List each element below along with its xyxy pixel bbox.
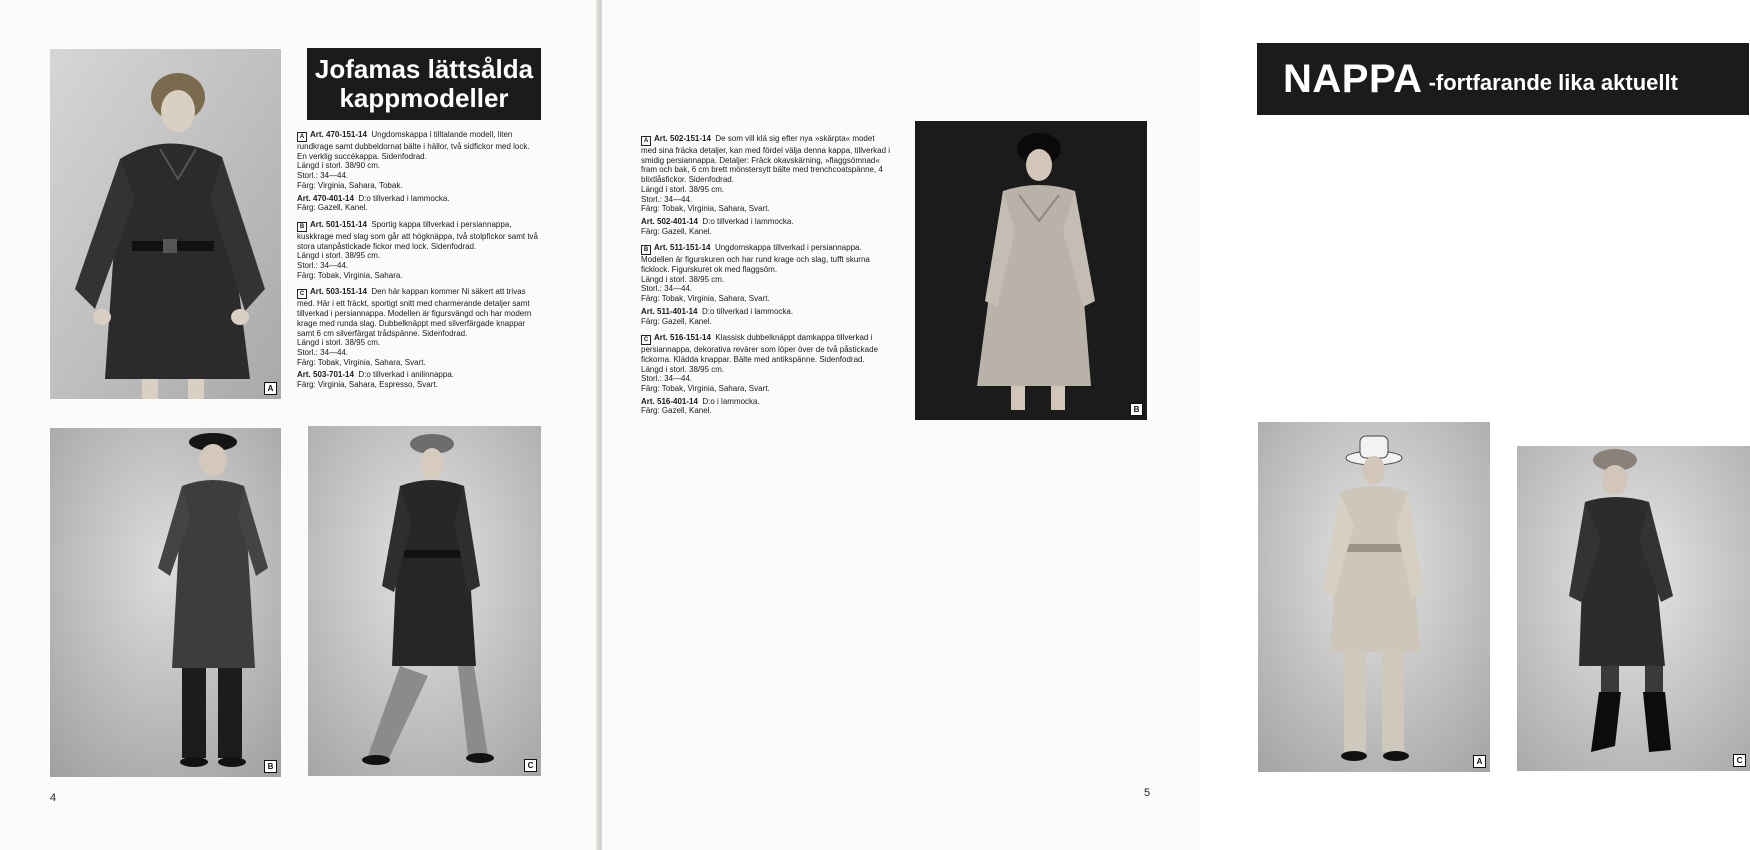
product-descriptions-left xyxy=(297,130,541,397)
entry-left-b xyxy=(297,220,541,281)
photo-label-b: B xyxy=(264,760,277,773)
art-sizes: Storl.: 34—44. xyxy=(297,261,349,271)
sub-art-number: Art. 502-401-14 xyxy=(641,216,698,226)
sub-art-number: Art. 511-401-14 xyxy=(641,306,698,316)
art-sizes: Storl.: 34—44. xyxy=(297,171,349,181)
sub-art-description: D:o tillverkad i lammocka. xyxy=(358,193,450,203)
photo-model-leather-coat-boots xyxy=(1517,446,1750,771)
art-sizes: Storl.: 34—44. xyxy=(641,194,693,204)
photo-model-trench-white-hat xyxy=(1258,422,1490,772)
art-description: Den här kappan kommer Ni säkert att trivas med. Här i ett fräckt, sportigt snitt med charmerande detaljer samt tillverkad i persiannappa. Modellen är figursvängd och har modern krage med runda slag. Dubbelknäppt med silverfärgade knappar samt 6 cm silverfärgat trådspänne. Sidenfodrad. xyxy=(297,287,532,338)
art-description: Ungdomskappa tillverkad i persiannappa. Modellen är figurskuren och har rund krage och slag, tufft skurna ficklock. Figurskuret ok med flaggsöm. xyxy=(641,243,870,275)
page-number-left: 4 xyxy=(50,792,57,804)
page-number-right: 5 xyxy=(1144,787,1151,799)
art-length: Längd i storl. 38/95 cm. xyxy=(641,364,725,374)
left-page xyxy=(0,0,598,850)
title-line-1: Jofamas lättsålda xyxy=(314,54,534,84)
sub-art-description: D:o tillverkad i anilinnappa. xyxy=(358,370,454,380)
entry-right-c xyxy=(641,333,891,416)
art-description: Sportig kappa tillverkad i persiannappa, kuskkrage med slag som går att högknäppa, två stolpfickor samt två stora utanpåstickade fickor med lock. Sidenfodrad. xyxy=(297,219,539,251)
art-description: Ungdomskappa i tilltalande modell, liten rundkrage samt dubbeldornat bälte i hällor, två sidfickor med lock. En verklig succékappa. Sidenfodrad. xyxy=(297,130,530,161)
art-number: Art. 503-151-14 xyxy=(310,287,367,297)
title-nappa: NAPPA xyxy=(1283,56,1423,101)
title-line-2: kappmodeller xyxy=(339,83,509,113)
photo-label-c-right: C xyxy=(1733,754,1746,767)
photo-label-c: C xyxy=(524,759,537,772)
sub-art-colors: Färg: Gazell, Kanel. xyxy=(297,203,368,213)
art-number: Art. 502-151-14 xyxy=(654,134,711,143)
art-number: Art. 501-151-14 xyxy=(310,219,367,229)
product-descriptions-right xyxy=(641,134,891,423)
photo-label-a: A xyxy=(264,382,277,395)
art-colors: Färg: Tobak, Virginia, Sahara. xyxy=(297,270,403,280)
title-subtitle: -fortfarande lika aktuellt xyxy=(1428,70,1678,95)
art-description: Klassisk dubbelknäppt damkappa tillverkad i persiannappa, dekorativa revärer som löper över de två påstickade fickorna. Klädda knappar. Bälte med antikspänne. Sidenfodrad. xyxy=(641,333,879,364)
entry-box-b: B xyxy=(297,222,307,232)
right-page xyxy=(602,0,1743,850)
art-length: Längd i storl. 38/90 cm. xyxy=(297,161,381,171)
entry-right-b xyxy=(641,243,891,326)
sub-art-description: D:o i lammocka. xyxy=(702,396,760,406)
entry-box-b: B xyxy=(641,245,651,255)
sub-art-colors: Färg: Gazell, Kanel. xyxy=(641,316,712,326)
sub-art-colors: Färg: Gazell, Kanel. xyxy=(641,226,712,236)
art-sizes: Storl.: 34—44. xyxy=(641,284,693,294)
photo-label-a-right: A xyxy=(1473,755,1486,768)
art-number: Art. 470-151-14 xyxy=(310,130,367,139)
entry-left-a xyxy=(297,130,541,213)
sub-art-number: Art. 470-401-14 xyxy=(297,193,354,203)
entry-left-c xyxy=(297,287,541,389)
art-colors: Färg: Tobak, Virginia, Sahara, Svart. xyxy=(297,357,426,367)
page-title-right xyxy=(1257,43,1749,115)
art-length: Längd i storl. 38/95 cm. xyxy=(641,274,725,284)
art-number: Art. 511-151-14 xyxy=(654,243,711,253)
photo-model-light-coat-dark-bg xyxy=(915,121,1147,420)
sub-art-colors: Färg: Virginia, Sahara, Espresso, Svart. xyxy=(297,380,438,390)
photo-label-b-right: B xyxy=(1130,403,1143,416)
photo-model-double-breasted-coat xyxy=(50,428,281,777)
entry-right-a xyxy=(641,134,891,236)
sub-art-description: D:o tillverkad i lammocka. xyxy=(702,216,794,226)
entry-box-a: A xyxy=(641,136,651,146)
sub-art-description: D:o tillverkad i lammocka. xyxy=(701,306,794,316)
photo-model-belted-trench-cap xyxy=(308,426,541,776)
art-number: Art. 516-151-14 xyxy=(654,333,711,343)
art-colors: Färg: Tobak, Virginia, Sahara, Svart. xyxy=(641,384,770,394)
photo-model-leather-coat-belted xyxy=(50,49,281,399)
art-description: De som vill klä sig efter nya »skärpta« modet med sina fräcka detaljer, kan med fördel välja denna kappa, tillverkad i smidig persiannappa. Detaljer: Fräck okavskärning, »flaggsömnad« fram och bak, 6 cm brett mönstersytt bälte med trenchcoatspänne, 4 blixtlåsfickor. Sidenfodrad. xyxy=(641,134,891,185)
art-colors: Färg: Virginia, Sahara, Tobak. xyxy=(297,180,403,190)
art-sizes: Storl.: 34—44. xyxy=(297,347,349,357)
art-length: Längd i storl. 38/95 cm. xyxy=(297,251,381,261)
art-colors: Färg: Tobak, Virginia, Sahara, Svart. xyxy=(641,294,770,304)
art-length: Längd i storl. 38/95 cm. xyxy=(641,184,725,194)
sub-art-number: Art. 516-401-14 xyxy=(641,396,698,406)
page-title-left xyxy=(307,48,541,120)
entry-box-a: A xyxy=(297,132,307,142)
art-colors: Färg: Tobak, Virginia, Sahara, Svart. xyxy=(641,204,770,214)
art-sizes: Storl.: 34—44. xyxy=(641,374,693,384)
sub-art-colors: Färg: Gazell, Kanel. xyxy=(641,406,712,416)
sub-art-number: Art. 503-701-14 xyxy=(297,370,354,380)
art-length: Längd i storl. 38/95 cm. xyxy=(297,338,381,348)
entry-box-c: C xyxy=(641,335,651,345)
entry-box-c: C xyxy=(297,289,307,299)
